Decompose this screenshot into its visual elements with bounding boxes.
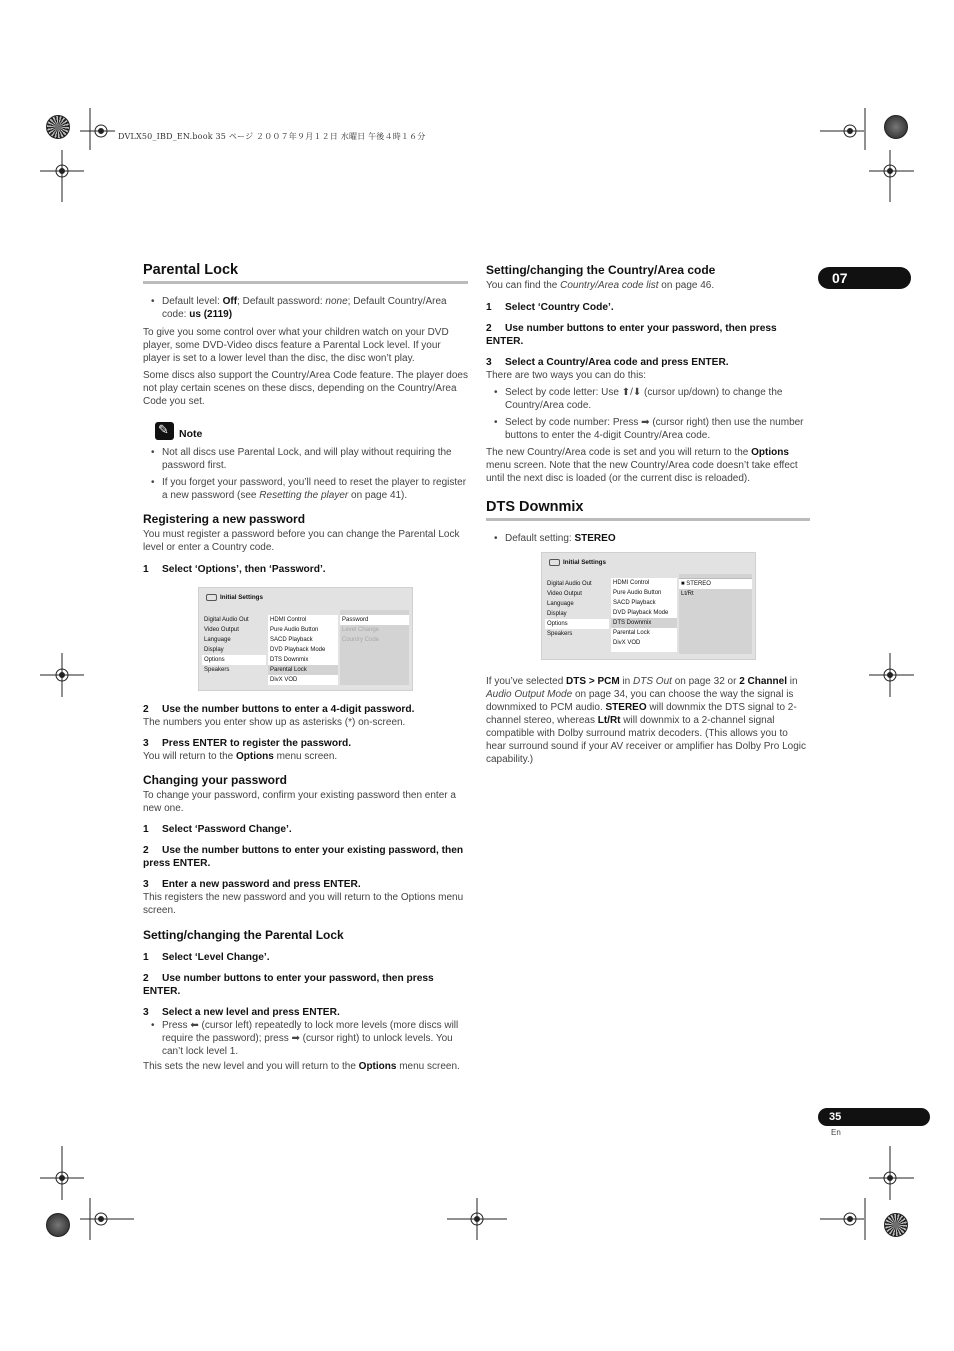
osd-title: Initial Settings (206, 594, 263, 601)
dts-downmix-menu-screenshot (541, 552, 756, 660)
step-2: 2 Use number buttons to enter your password, then press ENTER. (486, 323, 777, 347)
body-text: You will return to the Options menu screen. (143, 751, 338, 762)
osd-main-menu: Digital Audio Out Video Output Language Display Options Speakers (202, 615, 266, 675)
step-1: 1 Select ‘Country Code’. (486, 302, 614, 313)
osd-dts-options: ■ STEREO Lt/Rt (679, 574, 752, 654)
intro-paragraph: To give you some control over what your children watch on your DVD player, some DVD-Video discs feature a Parental Lock level. If your player is set to a lower level than the disc, the disc won’t play. (143, 327, 449, 364)
step-3: 3 Select a Country/Area code and press ENTER. (486, 357, 729, 368)
title-rule (486, 518, 810, 521)
step-3: 3 Press ENTER to register the password. (143, 738, 352, 749)
step-1: 1 Select ‘Level Change’. (143, 952, 270, 963)
osd-title: Initial Settings (549, 559, 606, 566)
page-language: En (831, 1128, 841, 1137)
dts-paragraph: If you’ve selected DTS > PCM in DTS Out on page 32 or 2 Channel in Audio Output Mode on page 34, you can choose the way the signal is downmixed to PCM audio. STEREO will downmix the DTS signal to 2-channel stereo, whereas Lt/Rt will downmix to a 2-channel signal compatible with Dolby surround matrix decoders. (This allows you to hear surround sound if your AV receiver or amplifier has Dolby Pro Logic capability.) (486, 676, 806, 765)
page-number: 35 (818, 1108, 930, 1126)
print-header-line: DVLX50_IBD_EN.book 35 ページ ２００７年９月１２日 水曜日 午後４時１６分 (118, 132, 426, 141)
country-code-paragraph: Some discs also support the Country/Area Code feature. The player does not play certain scenes on these discs, depending on the Country/Area Code you set. (143, 370, 468, 407)
parental-lock-menu-screenshot (198, 587, 413, 691)
note-heading: ✎ Note (143, 428, 468, 446)
right-column (486, 263, 810, 766)
list-item: • Press ⬅ (cursor left) repeatedly to lock more levels (more discs will require the password); press ➡ (cursor right) to unlock levels. You can’t lock level 1. (143, 1019, 468, 1058)
step-1: 1 Select ‘Password Change’. (143, 824, 292, 835)
subsection-title: Registering a new password (143, 512, 306, 526)
step-3: 3 Enter a new password and press ENTER. (143, 879, 361, 890)
body-text: You must register a password before you can change the Parental Lock level or enter a Country code. (143, 529, 460, 553)
step-2: 2 Use number buttons to enter your password, then press ENTER. (143, 973, 434, 997)
list-item: • Select by code letter: Use ⬆/⬇ (cursor up/down) to change the Country/Area code. (486, 386, 810, 412)
step-3: 3 Select a new level and press ENTER. (143, 1007, 340, 1018)
default-setting-bullet: • Default setting: STEREO (486, 532, 810, 545)
list-item: • Select by code number: Press ➡ (cursor right) then use the number buttons to enter the 4-digit Country/Area code. (486, 416, 810, 442)
note-item: • Not all discs use Parental Lock, and will play without requiring the password first. (143, 446, 468, 472)
body-text: To change your password, confirm your existing password then enter a new one. (143, 790, 456, 814)
body-text: The numbers you enter show up as asterisks (*) on-screen. (143, 717, 406, 728)
body-text: This registers the new password and you will return to the Options menu screen. (143, 892, 464, 916)
body-text: There are two ways you can do this: (486, 370, 647, 381)
osd-options-submenu: HDMI Control Pure Audio Button SACD Playback DVD Playback Mode DTS Downmix Parental Lock DivX VOD (268, 615, 338, 685)
subsection-title: Setting/changing the Country/Area code (486, 263, 716, 277)
note-item: • If you forget your password, you’ll need to reset the player to register a new password (see Resetting the player on page 41). (143, 476, 468, 502)
subsection-title: Changing your password (143, 773, 288, 787)
body-text: You can find the Country/Area code list on page 46. (486, 280, 715, 291)
step-2: 2 Use the number buttons to enter your existing password, then press ENTER. (143, 845, 464, 869)
step-2: 2 Use the number buttons to enter a 4-digit password. (143, 704, 415, 715)
body-text: The new Country/Area code is set and you will return to the Options menu screen. Note that the new Country/Area code doesn’t take effect until the next disc is loaded (or the current disc is reloaded). (486, 447, 798, 484)
step-1: 1 Select ‘Options’, then ‘Password’. (143, 564, 326, 575)
chapter-tab: 07 (818, 267, 911, 289)
default-level-bullet: • Default level: Off; Default password: none; Default Country/Area code: us (2119) (143, 295, 468, 321)
osd-parental-lock-options: Password Level Change Country Code (340, 610, 409, 685)
section-title-parental-lock: Parental Lock (143, 262, 239, 278)
note-pencil-icon (155, 422, 174, 440)
title-rule (143, 281, 468, 284)
osd-options-submenu: HDMI Control Pure Audio Button SACD Playback DVD Playback Mode DTS Downmix Parental Lock DivX VOD (611, 578, 677, 652)
osd-main-menu: Digital Audio Out Video Output Language Display Options Speakers (545, 579, 609, 639)
section-title-dts-downmix: DTS Downmix (486, 499, 584, 515)
body-text: This sets the new level and you will return to the Options menu screen. (143, 1061, 460, 1072)
subsection-title: Setting/changing the Parental Lock (143, 928, 344, 942)
